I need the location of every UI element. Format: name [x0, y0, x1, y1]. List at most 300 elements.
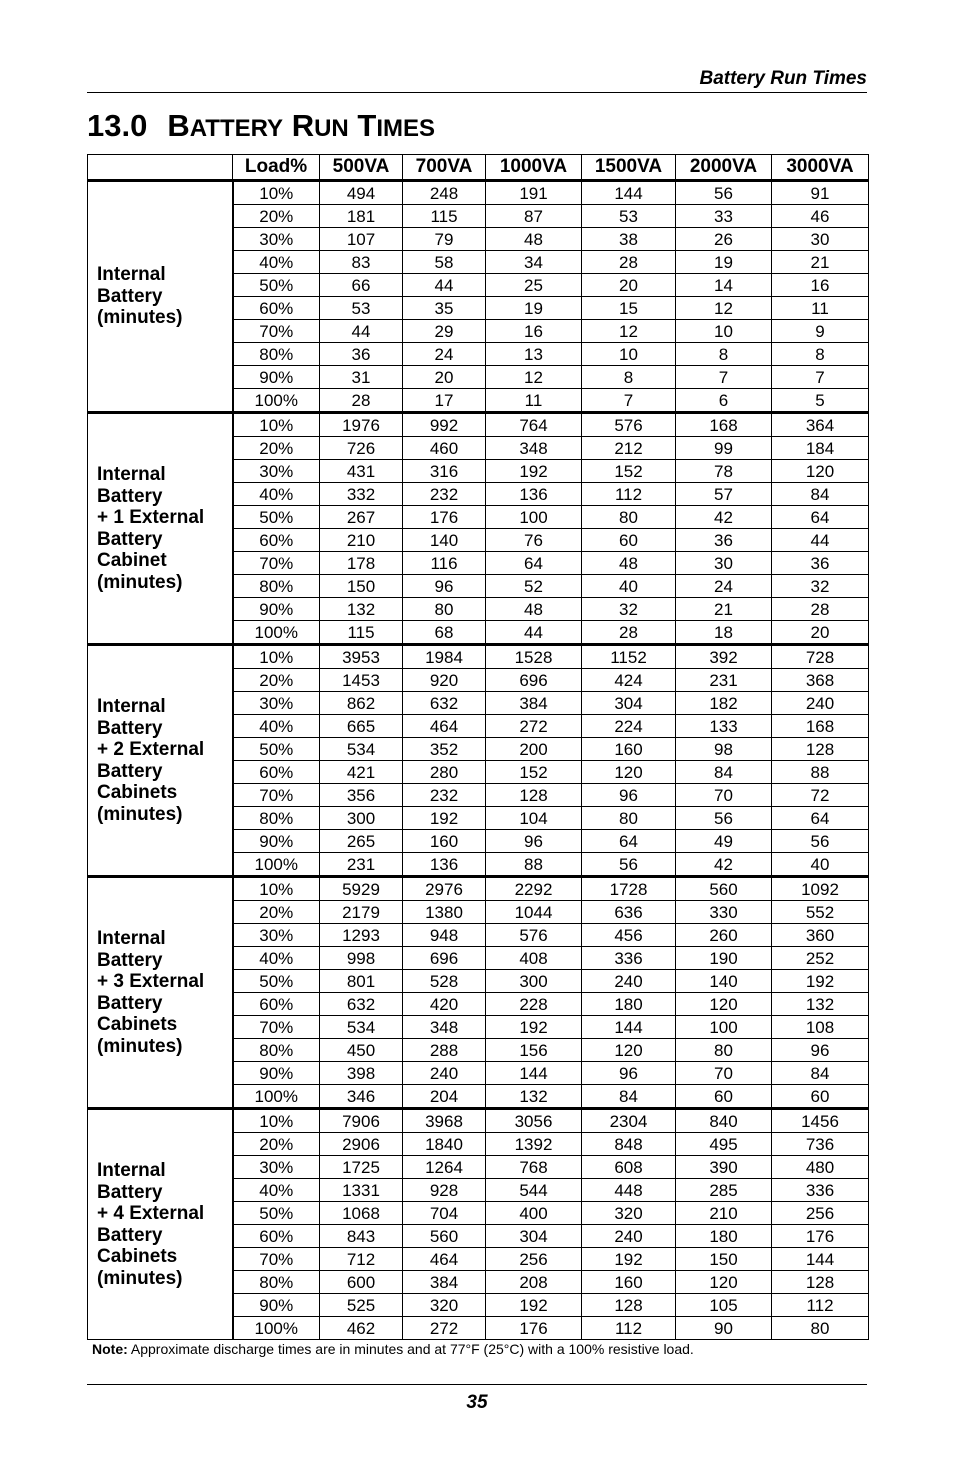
- runtime-cell: 10: [582, 343, 676, 366]
- runtime-cell: 42: [676, 853, 772, 877]
- runtime-cell: 20: [772, 621, 869, 645]
- load-cell: 50%: [233, 970, 320, 993]
- runtime-cell: 28: [582, 621, 676, 645]
- runtime-cell: 140: [676, 970, 772, 993]
- column-header: 500VA: [320, 155, 403, 181]
- runtime-cell: 150: [320, 575, 403, 598]
- runtime-cell: 112: [582, 1317, 676, 1340]
- runtime-cell: 346: [320, 1085, 403, 1109]
- runtime-cell: 64: [486, 552, 582, 575]
- runtime-cell: 100: [676, 1016, 772, 1039]
- load-cell: 60%: [233, 529, 320, 552]
- runtime-cell: 336: [772, 1179, 869, 1202]
- runtime-cell: 48: [486, 228, 582, 251]
- runtime-cell: 56: [582, 853, 676, 877]
- runtime-cell: 133: [676, 715, 772, 738]
- runtime-cell: 768: [486, 1156, 582, 1179]
- runtime-cell: 494: [320, 181, 403, 205]
- running-header: Battery Run Times: [699, 68, 867, 89]
- runtime-cell: 40: [772, 853, 869, 877]
- runtime-cell: 1152: [582, 645, 676, 669]
- load-cell: 50%: [233, 274, 320, 297]
- runtime-cell: 192: [486, 460, 582, 483]
- section-title: BATTERY RUN TIMES: [167, 108, 435, 143]
- load-cell: 10%: [233, 877, 320, 901]
- runtime-cell: 252: [772, 947, 869, 970]
- runtime-cell: 91: [772, 181, 869, 205]
- runtime-cell: 356: [320, 784, 403, 807]
- runtime-cell: 7: [772, 366, 869, 389]
- runtime-cell: 98: [676, 738, 772, 761]
- load-cell: 100%: [233, 389, 320, 413]
- runtime-cell: 265: [320, 830, 403, 853]
- runtime-cell: 128: [582, 1294, 676, 1317]
- runtime-cell: 920: [403, 669, 486, 692]
- runtime-cell: 12: [676, 297, 772, 320]
- runtime-cell: 56: [676, 807, 772, 830]
- load-cell: 30%: [233, 228, 320, 251]
- runtime-cell: 3968: [403, 1109, 486, 1133]
- load-cell: 90%: [233, 1294, 320, 1317]
- runtime-cell: 19: [486, 297, 582, 320]
- runtime-cell: 60: [582, 529, 676, 552]
- run-times-table: [87, 154, 869, 1340]
- runtime-cell: 840: [676, 1109, 772, 1133]
- runtime-cell: 168: [772, 715, 869, 738]
- section-number: 13.0: [87, 108, 148, 143]
- runtime-cell: 696: [486, 669, 582, 692]
- load-cell: 10%: [233, 181, 320, 205]
- load-cell: 50%: [233, 738, 320, 761]
- load-cell: 30%: [233, 1156, 320, 1179]
- runtime-cell: 33: [676, 205, 772, 228]
- runtime-cell: 16: [486, 320, 582, 343]
- runtime-cell: 464: [403, 715, 486, 738]
- runtime-cell: 29: [403, 320, 486, 343]
- runtime-cell: 5: [772, 389, 869, 413]
- runtime-cell: 224: [582, 715, 676, 738]
- runtime-cell: 992: [403, 413, 486, 437]
- runtime-cell: 49: [676, 830, 772, 853]
- load-cell: 20%: [233, 1133, 320, 1156]
- runtime-cell: 2976: [403, 877, 486, 901]
- footer-rule: [87, 1384, 867, 1385]
- runtime-cell: 46: [772, 205, 869, 228]
- runtime-cell: 105: [676, 1294, 772, 1317]
- runtime-cell: 44: [772, 529, 869, 552]
- runtime-cell: 267: [320, 506, 403, 529]
- runtime-cell: 456: [582, 924, 676, 947]
- runtime-cell: 132: [772, 993, 869, 1016]
- load-cell: 90%: [233, 598, 320, 621]
- runtime-cell: 3953: [320, 645, 403, 669]
- table-row: [88, 645, 869, 669]
- runtime-cell: 1380: [403, 901, 486, 924]
- runtime-cell: 400: [486, 1202, 582, 1225]
- column-header: 2000VA: [676, 155, 772, 181]
- runtime-cell: 34: [486, 251, 582, 274]
- runtime-cell: 120: [772, 460, 869, 483]
- load-cell: 50%: [233, 1202, 320, 1225]
- runtime-cell: 726: [320, 437, 403, 460]
- runtime-cell: 7906: [320, 1109, 403, 1133]
- runtime-cell: 88: [772, 761, 869, 784]
- runtime-cell: 240: [403, 1062, 486, 1085]
- runtime-cell: 5929: [320, 877, 403, 901]
- runtime-cell: 178: [320, 552, 403, 575]
- runtime-cell: 99: [676, 437, 772, 460]
- runtime-cell: 36: [320, 343, 403, 366]
- runtime-cell: 192: [486, 1016, 582, 1039]
- runtime-cell: 132: [320, 598, 403, 621]
- runtime-cell: 181: [320, 205, 403, 228]
- runtime-cell: 544: [486, 1179, 582, 1202]
- runtime-cell: 288: [403, 1039, 486, 1062]
- runtime-cell: 528: [403, 970, 486, 993]
- runtime-cell: 70: [676, 784, 772, 807]
- runtime-cell: 152: [486, 761, 582, 784]
- runtime-cell: 136: [403, 853, 486, 877]
- runtime-cell: 44: [486, 621, 582, 645]
- runtime-cell: 24: [676, 575, 772, 598]
- runtime-cell: 44: [403, 274, 486, 297]
- runtime-cell: 20: [403, 366, 486, 389]
- runtime-cell: 96: [486, 830, 582, 853]
- runtime-cell: 144: [582, 1016, 676, 1039]
- runtime-cell: 176: [486, 1317, 582, 1340]
- runtime-cell: 560: [403, 1225, 486, 1248]
- runtime-cell: 348: [486, 437, 582, 460]
- runtime-cell: 152: [582, 460, 676, 483]
- runtime-cell: 11: [486, 389, 582, 413]
- runtime-cell: 632: [320, 993, 403, 1016]
- runtime-cell: 948: [403, 924, 486, 947]
- load-cell: 40%: [233, 251, 320, 274]
- runtime-cell: 696: [403, 947, 486, 970]
- runtime-cell: 116: [403, 552, 486, 575]
- runtime-cell: 228: [486, 993, 582, 1016]
- runtime-cell: 52: [486, 575, 582, 598]
- runtime-cell: 360: [772, 924, 869, 947]
- page-number: 35: [466, 1392, 488, 1413]
- load-cell: 30%: [233, 460, 320, 483]
- runtime-cell: 44: [320, 320, 403, 343]
- runtime-cell: 32: [772, 575, 869, 598]
- runtime-cell: 208: [486, 1271, 582, 1294]
- load-cell: 20%: [233, 901, 320, 924]
- runtime-cell: 140: [403, 529, 486, 552]
- runtime-cell: 336: [582, 947, 676, 970]
- runtime-cell: 192: [582, 1248, 676, 1271]
- runtime-cell: 480: [772, 1156, 869, 1179]
- runtime-cell: 232: [403, 483, 486, 506]
- runtime-cell: 332: [320, 483, 403, 506]
- runtime-cell: 1293: [320, 924, 403, 947]
- column-header: 3000VA: [772, 155, 869, 181]
- group-label: Internal Battery (minutes): [88, 181, 233, 413]
- battery-config-group: [88, 645, 869, 877]
- runtime-cell: 300: [320, 807, 403, 830]
- runtime-cell: 285: [676, 1179, 772, 1202]
- column-header: 700VA: [403, 155, 486, 181]
- runtime-cell: 36: [676, 529, 772, 552]
- runtime-cell: 36: [772, 552, 869, 575]
- runtime-cell: 1068: [320, 1202, 403, 1225]
- runtime-cell: 736: [772, 1133, 869, 1156]
- runtime-cell: 1976: [320, 413, 403, 437]
- runtime-cell: 316: [403, 460, 486, 483]
- runtime-cell: 352: [403, 738, 486, 761]
- runtime-cell: 79: [403, 228, 486, 251]
- column-header: 1500VA: [582, 155, 676, 181]
- runtime-cell: 191: [486, 181, 582, 205]
- note-label: Note:: [92, 1341, 128, 1357]
- runtime-cell: 78: [676, 460, 772, 483]
- column-header: [88, 155, 233, 181]
- runtime-cell: 704: [403, 1202, 486, 1225]
- runtime-cell: 21: [676, 598, 772, 621]
- runtime-cell: 384: [403, 1271, 486, 1294]
- runtime-cell: 240: [582, 970, 676, 993]
- runtime-cell: 42: [676, 506, 772, 529]
- runtime-cell: 120: [676, 1271, 772, 1294]
- runtime-cell: 1456: [772, 1109, 869, 1133]
- runtime-cell: 160: [403, 830, 486, 853]
- runtime-cell: 128: [772, 738, 869, 761]
- runtime-cell: 368: [772, 669, 869, 692]
- runtime-cell: 144: [772, 1248, 869, 1271]
- load-cell: 30%: [233, 692, 320, 715]
- runtime-cell: 364: [772, 413, 869, 437]
- runtime-cell: 128: [486, 784, 582, 807]
- runtime-cell: 90: [676, 1317, 772, 1340]
- runtime-cell: 192: [403, 807, 486, 830]
- load-cell: 80%: [233, 343, 320, 366]
- table-row: [88, 181, 869, 205]
- runtime-cell: 70: [676, 1062, 772, 1085]
- runtime-cell: 48: [486, 598, 582, 621]
- runtime-cell: 160: [582, 1271, 676, 1294]
- runtime-cell: 182: [676, 692, 772, 715]
- load-cell: 20%: [233, 205, 320, 228]
- runtime-cell: 495: [676, 1133, 772, 1156]
- runtime-cell: 30: [676, 552, 772, 575]
- runtime-cell: 260: [676, 924, 772, 947]
- load-cell: 90%: [233, 830, 320, 853]
- runtime-cell: 132: [486, 1085, 582, 1109]
- runtime-cell: 240: [772, 692, 869, 715]
- runtime-cell: 60: [676, 1085, 772, 1109]
- load-cell: 60%: [233, 297, 320, 320]
- load-cell: 70%: [233, 320, 320, 343]
- table-row: [88, 877, 869, 901]
- runtime-cell: 80: [676, 1039, 772, 1062]
- runtime-cell: 115: [320, 621, 403, 645]
- runtime-cell: 56: [772, 830, 869, 853]
- runtime-cell: 1392: [486, 1133, 582, 1156]
- runtime-cell: 231: [676, 669, 772, 692]
- runtime-cell: 88: [486, 853, 582, 877]
- runtime-cell: 272: [403, 1317, 486, 1340]
- runtime-cell: 212: [582, 437, 676, 460]
- runtime-cell: 330: [676, 901, 772, 924]
- runtime-cell: 728: [772, 645, 869, 669]
- runtime-cell: 66: [320, 274, 403, 297]
- load-cell: 100%: [233, 1085, 320, 1109]
- runtime-cell: 64: [772, 807, 869, 830]
- runtime-cell: 64: [772, 506, 869, 529]
- load-cell: 50%: [233, 506, 320, 529]
- runtime-cell: 26: [676, 228, 772, 251]
- runtime-cell: 136: [486, 483, 582, 506]
- group-label: Internal Battery + 3 External Battery Cabinets (minutes): [88, 877, 233, 1109]
- runtime-cell: 128: [772, 1271, 869, 1294]
- runtime-cell: 232: [403, 784, 486, 807]
- battery-config-group: [88, 413, 869, 645]
- runtime-cell: 240: [582, 1225, 676, 1248]
- runtime-cell: 31: [320, 366, 403, 389]
- runtime-cell: 144: [486, 1062, 582, 1085]
- runtime-cell: 348: [403, 1016, 486, 1039]
- runtime-cell: 320: [403, 1294, 486, 1317]
- table-header-row: [88, 155, 869, 181]
- load-cell: 100%: [233, 1317, 320, 1340]
- note: [92, 1341, 694, 1357]
- group-label: Internal Battery + 1 External Battery Cabinet (minutes): [88, 413, 233, 645]
- runtime-cell: 1984: [403, 645, 486, 669]
- runtime-cell: 107: [320, 228, 403, 251]
- runtime-cell: 398: [320, 1062, 403, 1085]
- battery-config-group: [88, 877, 869, 1109]
- load-cell: 10%: [233, 1109, 320, 1133]
- runtime-cell: 1725: [320, 1156, 403, 1179]
- runtime-cell: 56: [676, 181, 772, 205]
- runtime-cell: 1728: [582, 877, 676, 901]
- load-cell: 80%: [233, 575, 320, 598]
- runtime-cell: 30: [772, 228, 869, 251]
- runtime-cell: 17: [403, 389, 486, 413]
- runtime-cell: 764: [486, 413, 582, 437]
- runtime-cell: 84: [772, 1062, 869, 1085]
- runtime-cell: 12: [582, 320, 676, 343]
- runtime-cell: 57: [676, 483, 772, 506]
- runtime-cell: 13: [486, 343, 582, 366]
- runtime-cell: 462: [320, 1317, 403, 1340]
- runtime-cell: 248: [403, 181, 486, 205]
- runtime-cell: 6: [676, 389, 772, 413]
- group-label: Internal Battery + 2 External Battery Cabinets (minutes): [88, 645, 233, 877]
- runtime-cell: 96: [582, 784, 676, 807]
- runtime-cell: 120: [582, 1039, 676, 1062]
- runtime-cell: 1453: [320, 669, 403, 692]
- runtime-cell: 384: [486, 692, 582, 715]
- runtime-cell: 862: [320, 692, 403, 715]
- runtime-cell: 184: [772, 437, 869, 460]
- runtime-cell: 80: [582, 506, 676, 529]
- runtime-cell: 7: [676, 366, 772, 389]
- load-cell: 90%: [233, 366, 320, 389]
- runtime-cell: 560: [676, 877, 772, 901]
- runtime-cell: 928: [403, 1179, 486, 1202]
- battery-config-group: [88, 1109, 869, 1340]
- runtime-cell: 83: [320, 251, 403, 274]
- runtime-cell: 58: [403, 251, 486, 274]
- runtime-cell: 1331: [320, 1179, 403, 1202]
- runtime-cell: 424: [582, 669, 676, 692]
- runtime-cell: 8: [676, 343, 772, 366]
- runtime-cell: 210: [676, 1202, 772, 1225]
- load-cell: 10%: [233, 645, 320, 669]
- load-cell: 20%: [233, 669, 320, 692]
- runtime-cell: 2179: [320, 901, 403, 924]
- runtime-cell: 1092: [772, 877, 869, 901]
- group-label: Internal Battery + 4 External Battery Cabinets (minutes): [88, 1109, 233, 1340]
- runtime-cell: 96: [772, 1039, 869, 1062]
- runtime-cell: 256: [486, 1248, 582, 1271]
- column-header: 1000VA: [486, 155, 582, 181]
- page-title: [87, 108, 435, 144]
- runtime-cell: 100: [486, 506, 582, 529]
- runtime-cell: 8: [772, 343, 869, 366]
- load-cell: 60%: [233, 1225, 320, 1248]
- runtime-cell: 84: [772, 483, 869, 506]
- runtime-cell: 1528: [486, 645, 582, 669]
- runtime-cell: 256: [772, 1202, 869, 1225]
- load-cell: 80%: [233, 807, 320, 830]
- runtime-cell: 25: [486, 274, 582, 297]
- runtime-cell: 464: [403, 1248, 486, 1271]
- load-cell: 40%: [233, 715, 320, 738]
- runtime-cell: 87: [486, 205, 582, 228]
- runtime-cell: 552: [772, 901, 869, 924]
- runtime-cell: 998: [320, 947, 403, 970]
- runtime-cell: 280: [403, 761, 486, 784]
- runtime-cell: 32: [582, 598, 676, 621]
- runtime-cell: 16: [772, 274, 869, 297]
- load-cell: 40%: [233, 483, 320, 506]
- runtime-cell: 534: [320, 1016, 403, 1039]
- battery-config-group: [88, 181, 869, 413]
- runtime-cell: 576: [486, 924, 582, 947]
- runtime-cell: 120: [582, 761, 676, 784]
- runtime-cell: 576: [582, 413, 676, 437]
- runtime-cell: 180: [676, 1225, 772, 1248]
- load-cell: 70%: [233, 784, 320, 807]
- runtime-cell: 180: [582, 993, 676, 1016]
- runtime-cell: 1840: [403, 1133, 486, 1156]
- runtime-cell: 636: [582, 901, 676, 924]
- runtime-cell: 534: [320, 738, 403, 761]
- load-cell: 40%: [233, 1179, 320, 1202]
- load-cell: 40%: [233, 947, 320, 970]
- load-cell: 100%: [233, 621, 320, 645]
- runtime-cell: 192: [772, 970, 869, 993]
- runtime-cell: 408: [486, 947, 582, 970]
- runtime-cell: 115: [403, 205, 486, 228]
- runtime-cell: 96: [582, 1062, 676, 1085]
- runtime-cell: 28: [582, 251, 676, 274]
- runtime-cell: 150: [676, 1248, 772, 1271]
- runtime-cell: 64: [582, 830, 676, 853]
- runtime-cell: 9: [772, 320, 869, 343]
- runtime-cell: 272: [486, 715, 582, 738]
- runtime-cell: 448: [582, 1179, 676, 1202]
- runtime-cell: 231: [320, 853, 403, 877]
- column-header: Load%: [233, 155, 320, 181]
- runtime-cell: 2304: [582, 1109, 676, 1133]
- runtime-cell: 420: [403, 993, 486, 1016]
- load-cell: 30%: [233, 924, 320, 947]
